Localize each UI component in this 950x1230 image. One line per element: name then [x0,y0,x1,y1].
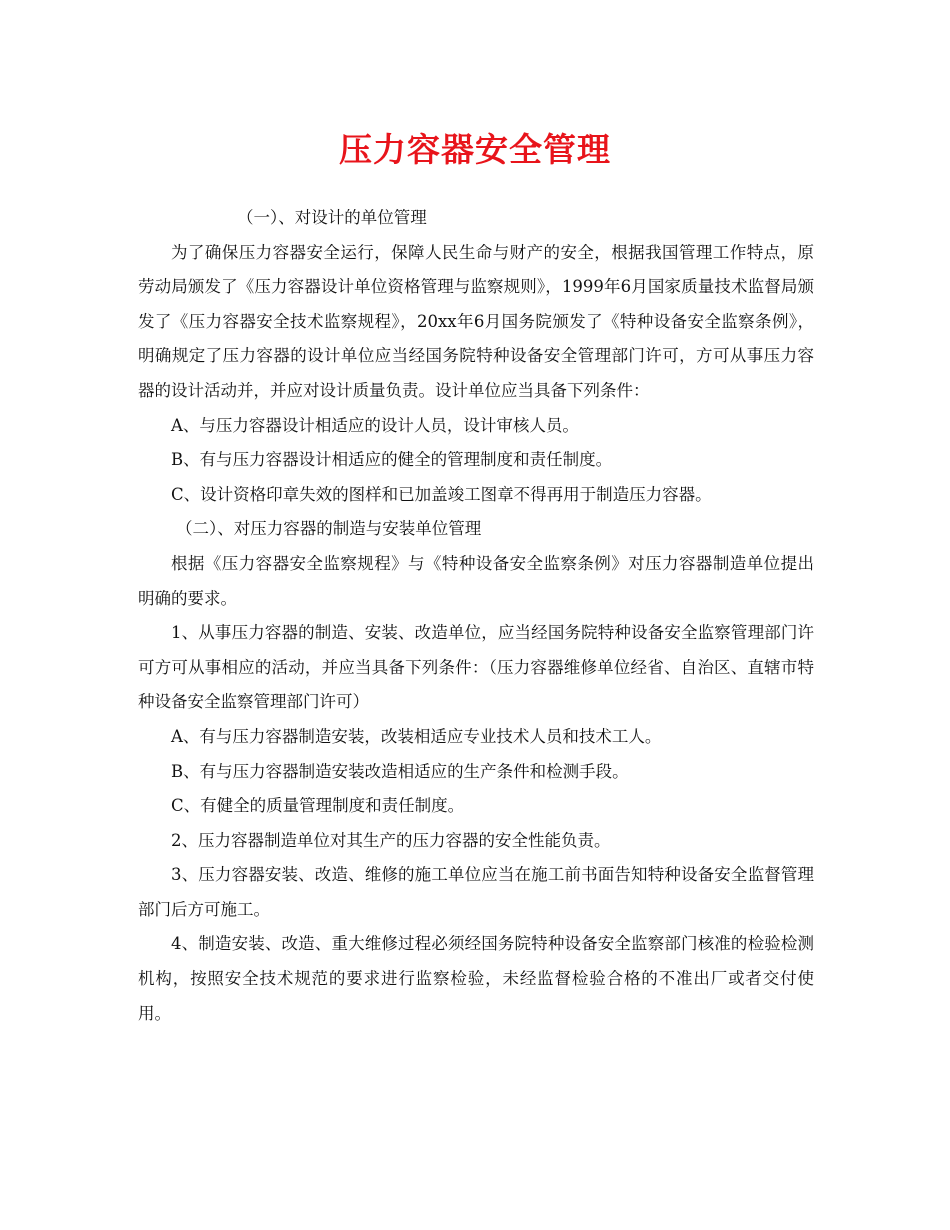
paragraph-design-condition-b: B、有与压力容器设计相适应的健全的管理制度和责任制度。 [171,450,613,470]
paragraph-manufacture-item-3: 3、压力容器安装、改造、维修的施工单位应当在施工前书面告知特种设备安全监督管理部门后方可施工。 [138,865,814,919]
paragraph-manufacture-item-4: 4、制造安装、改造、重大维修过程必须经国务院特种设备安全监察部门核准的检验检测机构，按照安全技术规范的要求进行监察检验，未经监督检验合格的不准出厂或者交付使用。 [138,934,814,1023]
paragraph-manufacture-item-1: 1、从事压力容器的制造、安装、改造单位，应当经国务院特种设备安全监察管理部门许可方可从事相应的活动，并应当具备下列条件：（压力容器维修单位经省、自治区、直辖市特种设备安全监察管理部门许可） [138,623,814,712]
document-title: 压力容器安全管理 [339,130,611,169]
paragraph-manufacture-condition-a: A、有与压力容器制造安装，改装相适应专业技术人员和技术工人。 [171,726,662,746]
paragraph-manufacture-condition-c: C、有健全的质量管理制度和责任制度。 [171,796,465,816]
paragraph-manufacture-item-2: 2、压力容器制造单位对其生产的压力容器的安全性能负责。 [171,830,611,850]
paragraph-design-condition-c: C、设计资格印章失效的图样和已加盖竣工图章不得再用于制造压力容器。 [171,484,712,504]
paragraph-design-intro: 为了确保压力容器安全运行，保障人民生命与财产的安全，根据我国管理工作特点，原劳动局颁发了《压力容器设计单位资格管理与监察规则》，1999年6月国家质量技术监督局颁发了《压力容器安全技术监察规程》，20xx年6月国务院颁发了《特种设备安全监察条例》，明确规定了压力容器的设计单位应当经国务院特种设备安全管理部门许可，方可从事压力容器的设计活动并，并应对设计质量负责。设计单位应当具备下列条件： [138,242,814,400]
section-heading-manufacture: （二）、对压力容器的制造与安装单位管理 [176,519,482,539]
document-body [138,201,814,1031]
paragraph-manufacture-condition-b: B、有与压力容器制造安装改造相适应的生产条件和检测手段。 [171,761,629,781]
paragraph-manufacture-intro: 根据《压力容器安全监察规程》与《特种设备安全监察条例》对压力容器制造单位提出明确的要求。 [138,553,814,608]
paragraph-design-condition-a: A、与压力容器设计相适应的设计人员，设计审核人员。 [171,415,579,435]
section-heading-design: （一）、对设计的单位管理 [237,208,427,227]
